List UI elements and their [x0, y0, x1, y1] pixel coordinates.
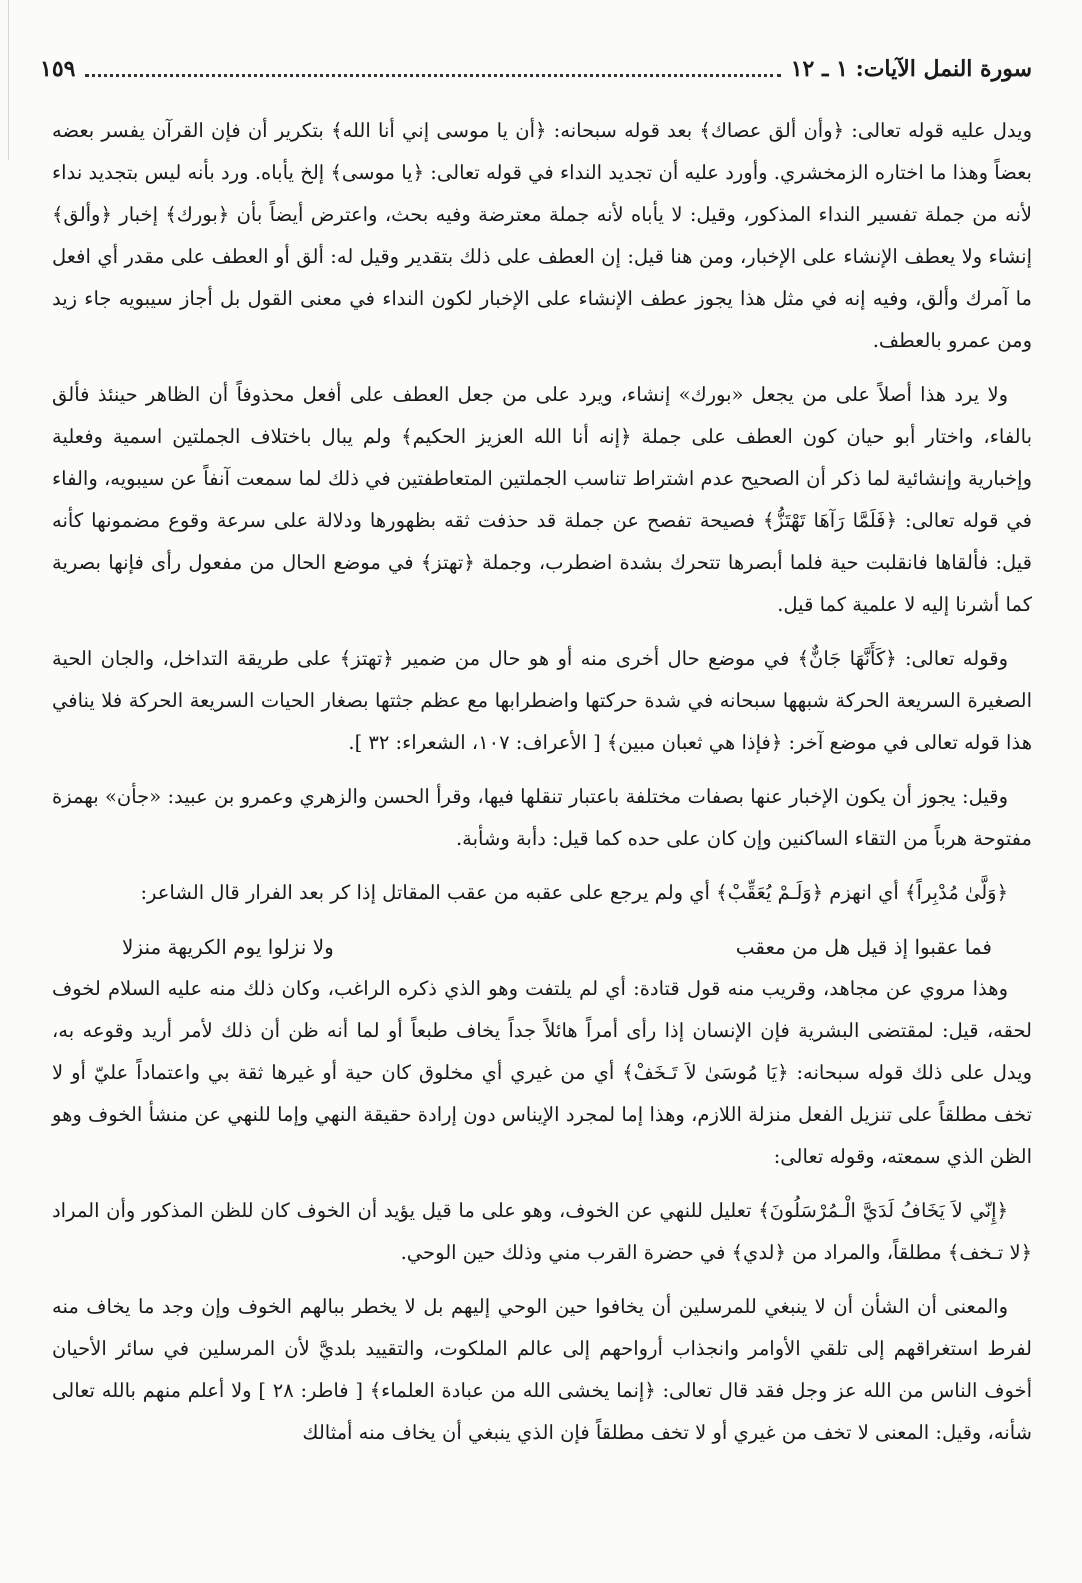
- verse-first-hemistich: فما عقبوا إذ قيل هل من معقب: [735, 935, 992, 959]
- paragraph: ﴿إِنّي لاَ يَخَافُ لَدَيَّ الْـمُرْسَلُونَ﴾ تعليل للنهي عن الخوف، وهو على ما قيل يؤيد أن الخوف كان للظن المذكور وأن المراد ﴿لا تـخف﴾ مطلقاً، والمراد من ﴿لدي﴾ في حضرة القرب مني وذلك حين الوحي.: [52, 1199, 1032, 1264]
- scan-margin-line: [8, 0, 9, 160]
- paragraph: ويدل عليه قوله تعالى: ﴿وأن ألق عصاك﴾ بعد قوله سبحانه: ﴿أن يا موسى إني أنا الله﴾ بتكرير أن فإن القرآن يفسر بعضه بعضاً وهذا ما اختاره الزمخشري. وأورد عليه أن تجديد النداء في قوله تعالى: ﴿يا موسى﴾ إلخ يأباه. ورد بأنه ليس بتجديد نداء لأنه من جملة تفسير النداء المذكور، وقيل: لا يأباه لأنه جملة معترضة وفيه بحث، واعترض أيضاً بأن ﴿بورك﴾ إخبار ﴿وألق﴾ إنشاء ولا يعطف الإنشاء على الإخبار، ومن هنا قيل: إن العطف على ذلك بتقدير وقيل له: ألق أو العطف على مقدر أي افعل ما آمرك وألق، وفيه إنه في مثل هذا يجوز عطف الإنشاء على الإخبار لكون النداء في معنى القول بل أجاز سيبويه جاء زيد ومن عمرو بالعطف.: [52, 119, 1032, 352]
- paragraph: وهذا مروي عن مجاهد، وقريب منه قول قتادة: أي لم يلتفت وهو الذي ذكره الراغب، وكان ذلك منه عليه السلام لخوف لحقه، قيل: لمقتضى البشرية فإن الإنسان إذا رأى أمراً هائلاً جداً يخاف طبعاً أو لما أنه ظن أن ذلك لأمر أريد وقوعه به، ويدل على ذلك قوله سبحانه: ﴿يَا مُوسَىٰ لاَ تَـخَفْ﴾ أي من غيري أي مخلوق كان حية أو غيرها ثقة بي واعتماداً عليّ أو لا تخف مطلقاً على تنزيل الفعل منزلة اللازم، وهذا إما لمجرد الإيناس دون إرادة حقيقة النهي وإما للنهي عن منشأ الخوف وهو الظن الذي سمعته، وقوله تعالى:: [52, 977, 1032, 1168]
- paragraph: والمعنى أن الشأن أن لا ينبغي للمرسلين أن يخافوا حين الوحي إليهم بل لا يخطر ببالهم الخوف وإن وجد ما يخاف منه لفرط استغراقهم إلى تلقي الأوامر وانجذاب أرواحهم إلى عالم الملكوت، والتقييد بلديَّ لأن المرسلين في سائر الأحيان أخوف الناس من الله عز وجل فقد قال تعالى: ﴿إنما يخشى الله من عبادة العلماء﴾ [ فاطر: ٢٨ ] ولا أعلم منهم بالله تعالى شأنه، وقيل: المعنى لا تخف من غيري أو لا تخف مطلقاً فإن الذي ينبغي أن يخاف منه أمثالك: [52, 1295, 1033, 1444]
- paragraph: وقيل: يجوز أن يكون الإخبار عنها بصفات مختلفة باعتبار تنقلها فيها، وقرأ الحسن والزهري وعمرو بن عبيد: «جأن» بهمزة مفتوحة هرباً من التقاء الساكنين وإن كان على حده كما قيل: دأبة وشأبة.: [52, 785, 1032, 850]
- paragraph: ولا يرد هذا أصلاً على من يجعل «بورك» إنشاء، ويرد على من جعل العطف على أفعل محذوفاً أن الظاهر حينئذ فألق بالفاء، واختار أبو حيان كون العطف على جملة ﴿إنه أنا الله العزيز الحكيم﴾ ولم يبال باختلاف الجملتين اسمية وفعلية وإخبارية وإنشائية لما ذكر أن الصحيح عدم اشتراط تناسب الجملتين المتعاطفتين في ذلك لما سمعت آنفاً عن سيبويه، والفاء في قوله تعالى: ﴿فَلَمَّا رَآهَا تَهْتَزُّ﴾ فصيحة تفصح عن جملة قد حذفت ثقه بظهورها ودلالة على سرعة وقوع مضمونها كأنه قيل: فألقاها فانقلبت حية فلما أبصرها تتحرك بشدة اضطرب، وجملة ﴿تهتز﴾ في موضع الحال من مفعول رأى فإنها بصرية كما أشرنا إليه لا علمية كما قيل.: [52, 383, 1032, 616]
- page-body: [52, 110, 1032, 1466]
- poetry-verse: [122, 926, 992, 968]
- page-number: ١٥٩: [40, 56, 76, 82]
- paragraph: ﴿وَلَّىٰ مُدْبِراً﴾ أي انهزم ﴿وَلَـمْ يُعَقِّبْ﴾ أي ولم يرجع على عقبه من عقب المقاتل إذا كر بعد الفرار قال الشاعر:: [140, 881, 1008, 904]
- verse-second-hemistich: ولا نزلوا يوم الكريهة منزلا: [122, 935, 334, 959]
- paragraph: وقوله تعالى: ﴿كَأَنَّهَا جَانٌّ﴾ في موضع حال أخرى منه أو هو حال من ضمير ﴿تهتز﴾ على طريقة التداخل، والجان الحية الصغيرة السريعة الحركة شبهها سبحانه في شدة حركتها واضطرابها مع عظم جثتها بصغار الحيات السريعة الحركة فلا ينافي هذا قوله تعالى في موضع آخر: ﴿فإذا هي ثعبان مبين﴾ [ الأعراف: ١٠٧، الشعراء: ٣٢ ].: [52, 647, 1032, 754]
- running-title: سورة النمل الآيات: ١ ـ ١٢: [790, 56, 1032, 82]
- leader-dots: [85, 73, 780, 77]
- page-header: [40, 52, 1032, 86]
